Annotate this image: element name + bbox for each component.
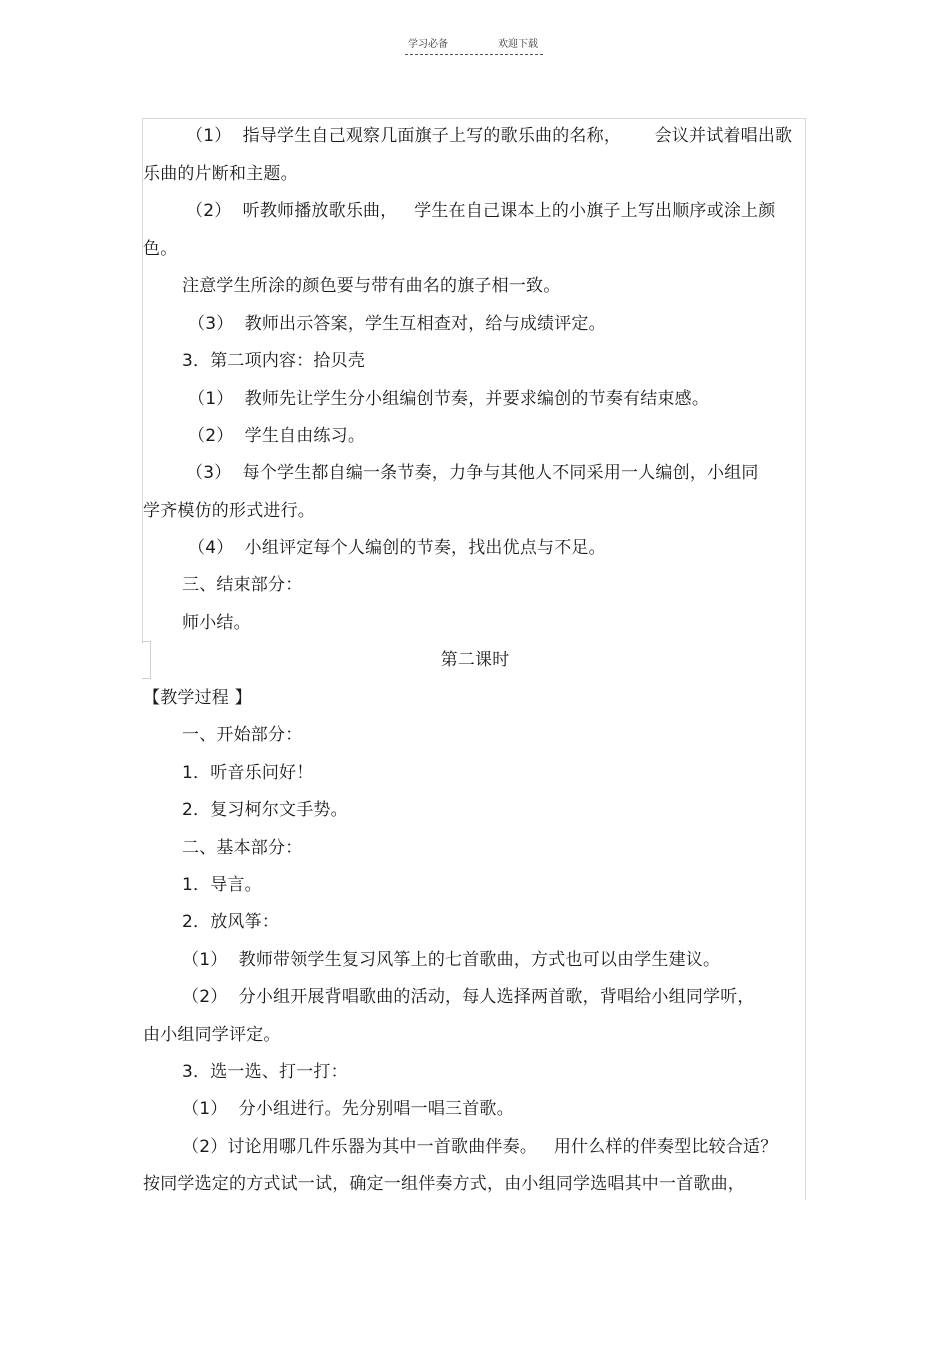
text-line: 三、结束部分： [182, 575, 303, 595]
text-line: 由小组同学评定。 [143, 1025, 281, 1045]
text-line: （3） 教师出示答案，学生互相查对，给与成绩评定。 [188, 314, 606, 334]
section-heading: 【教学过程 】 [143, 688, 252, 708]
text-line: （1） 分小组进行。先分别唱一唱三首歌。 [182, 1099, 514, 1119]
text-line: 按同学选定的方式试一试，确定一组伴奏方式，由小组同学选唱其中一首歌曲， [143, 1174, 745, 1194]
text-line: 2．复习柯尔文手势。 [182, 800, 348, 820]
text-line: 师小结。 [182, 613, 251, 633]
text-line: 学齐模仿的形式进行。 [143, 501, 315, 521]
text-line: 1．听音乐问好！ [182, 763, 314, 783]
text-line: （2）讨论用哪几件乐器为其中一首歌曲伴奏。 用什么样的伴奏型比较合适？ [182, 1137, 778, 1157]
header-left-text: 学习必备 [408, 39, 448, 50]
text-line: 2．放风筝： [182, 912, 280, 932]
section-title: 第二课时 [440, 650, 510, 670]
text-line: 一、开始部分： [182, 725, 303, 745]
text-line: 1．导言。 [182, 875, 262, 895]
text-line: （1） 教师先让学生分小组编创节奏，并要求编创的节奏有结束感。 [188, 389, 710, 409]
text-line: 色。 [143, 239, 178, 259]
text-line: （2） 分小组开展背唱歌曲的活动，每人选择两首歌，背唱给小组同学听， [182, 987, 755, 1007]
text-line: （2） 听教师播放歌乐曲， 学生在自己课本上的小旗子上写出顺序或涂上颜 [186, 201, 776, 221]
text-line: 乐曲的片断和主题。 [143, 164, 298, 184]
text-line: （3） 每个学生都自编一条节奏，力争与其他人不同采用一人编创，小组同 [186, 463, 759, 483]
text-line: （1） 教师带领学生复习风筝上的七首歌曲，方式也可以由学生建议。 [182, 950, 721, 970]
text-line: （1） 指导学生自己观察几面旗子上写的歌乐曲的名称， 会议并试着唱出歌 [186, 126, 793, 146]
text-line: （4） 小组评定每个人编创的节奏，找出优点与不足。 [188, 538, 606, 558]
text-line: 3．选一选、打一打： [182, 1062, 348, 1082]
text-line: （2） 学生自由练习。 [188, 426, 366, 446]
text-line: 3．第二项内容：拾贝壳 [182, 351, 366, 371]
header-right-text: 欢迎下载 [498, 39, 538, 50]
text-line: 二、基本部分： [182, 838, 303, 858]
text-line: 注意学生所涂的颜色要与带有曲名的旗子相一致。 [182, 276, 561, 296]
